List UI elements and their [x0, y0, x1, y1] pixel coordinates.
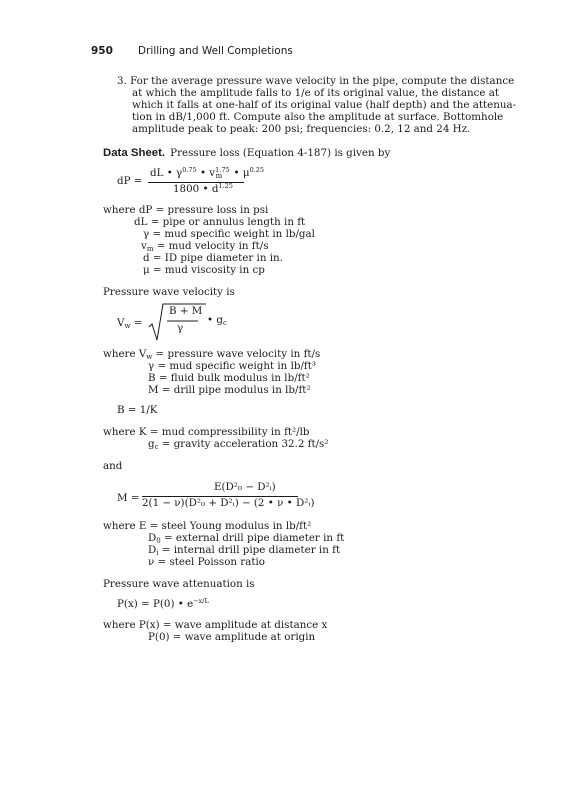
def-row: d = ID pipe diameter in in.	[143, 252, 283, 264]
equation-attenuation: P(x) = P(0) • $e^{-x/L}$	[117, 597, 209, 610]
def-row: P(0) = wave amplitude at origin	[148, 631, 316, 643]
eq4-numerator: E(D²₀ − D²ᵢ)	[214, 481, 276, 493]
problem-line: which it falls at one-half of its original value (half depth) and the attenua-	[132, 99, 517, 111]
def-row: where K = mud compressibility in ft²/lb	[103, 426, 310, 438]
eq1-lhs: dP =	[117, 175, 143, 187]
data-sheet-heading-row	[103, 141, 390, 160]
def-row: D0 = external drill pipe diameter in ft	[148, 532, 345, 545]
problem-line: at which the amplitude falls to 1/e of its original value, the distance at	[132, 87, 500, 99]
eq2-denominator: γ	[177, 322, 184, 334]
def-row: ν = steel Poisson ratio	[148, 556, 265, 568]
eq4-lhs: M =	[117, 492, 140, 504]
problem-line: 3. For the average pressure wave velocity in the pipe, compute the distance	[117, 75, 515, 87]
def-row: B = fluid bulk modulus in lb/ft²	[148, 372, 310, 384]
def-row: M = drill pipe modulus in lb/ft²	[148, 384, 311, 396]
attenuation-intro: Pressure wave attenuation is	[103, 578, 255, 590]
problem-line: tion in dB/1,000 ft. Compute also the amplitude at surface. Bottomhole	[132, 111, 504, 123]
def-row: γ = mud specific weight in lb/ft³	[148, 360, 316, 372]
def-row: gc = gravity acceleration 32.2 ft/s²	[148, 438, 329, 451]
problem-line: amplitude peak to peak: 200 psi; frequencies: 0.2, 12 and 24 Hz.	[132, 123, 471, 135]
data-sheet-heading: Data Sheet.	[103, 147, 166, 159]
page-number: 950	[91, 45, 113, 57]
def-row: where P(x) = wave amplitude at distance x	[103, 619, 328, 631]
def-row: where Vw = pressure wave velocity in ft/s	[103, 348, 321, 361]
running-title: Drilling and Well Completions	[138, 45, 293, 57]
data-sheet-intro: Pressure loss (Equation 4-187) is given by	[170, 147, 391, 159]
eq2-tail: • gc	[207, 314, 227, 327]
eq4-denominator: 2(1 − ν)(D²₀ + D²ᵢ) − (2 • ν • D²ᵢ)	[142, 497, 315, 509]
def-row: where dP = pressure loss in psi	[103, 204, 269, 216]
eq2-numerator: B + M	[169, 305, 203, 317]
eq1-numerator: dL • $\gamma^{0.75}$ • $v^{1.75}m$ • $\mu^{0.25}$	[150, 166, 265, 180]
def-row: vm = mud velocity in ft/s	[141, 240, 269, 253]
equation-bulk-modulus: B = 1/K	[117, 404, 158, 416]
def-row: Di = internal drill pipe diameter in ft	[148, 544, 341, 557]
eq1-denominator: 1800 • $d^{1.25}$	[173, 182, 233, 195]
connector-and: and	[103, 460, 123, 472]
def-row: μ = mud viscosity in cp	[143, 264, 265, 276]
pwv-intro: Pressure wave velocity is	[103, 286, 235, 298]
def-row: γ = mud specific weight in lb/gal	[143, 228, 315, 240]
def-row: where E = steel Young modulus in lb/ft²	[103, 520, 312, 532]
def-row: dL = pipe or annulus length in ft	[134, 216, 306, 228]
eq2-lhs: Vw =	[117, 317, 143, 330]
